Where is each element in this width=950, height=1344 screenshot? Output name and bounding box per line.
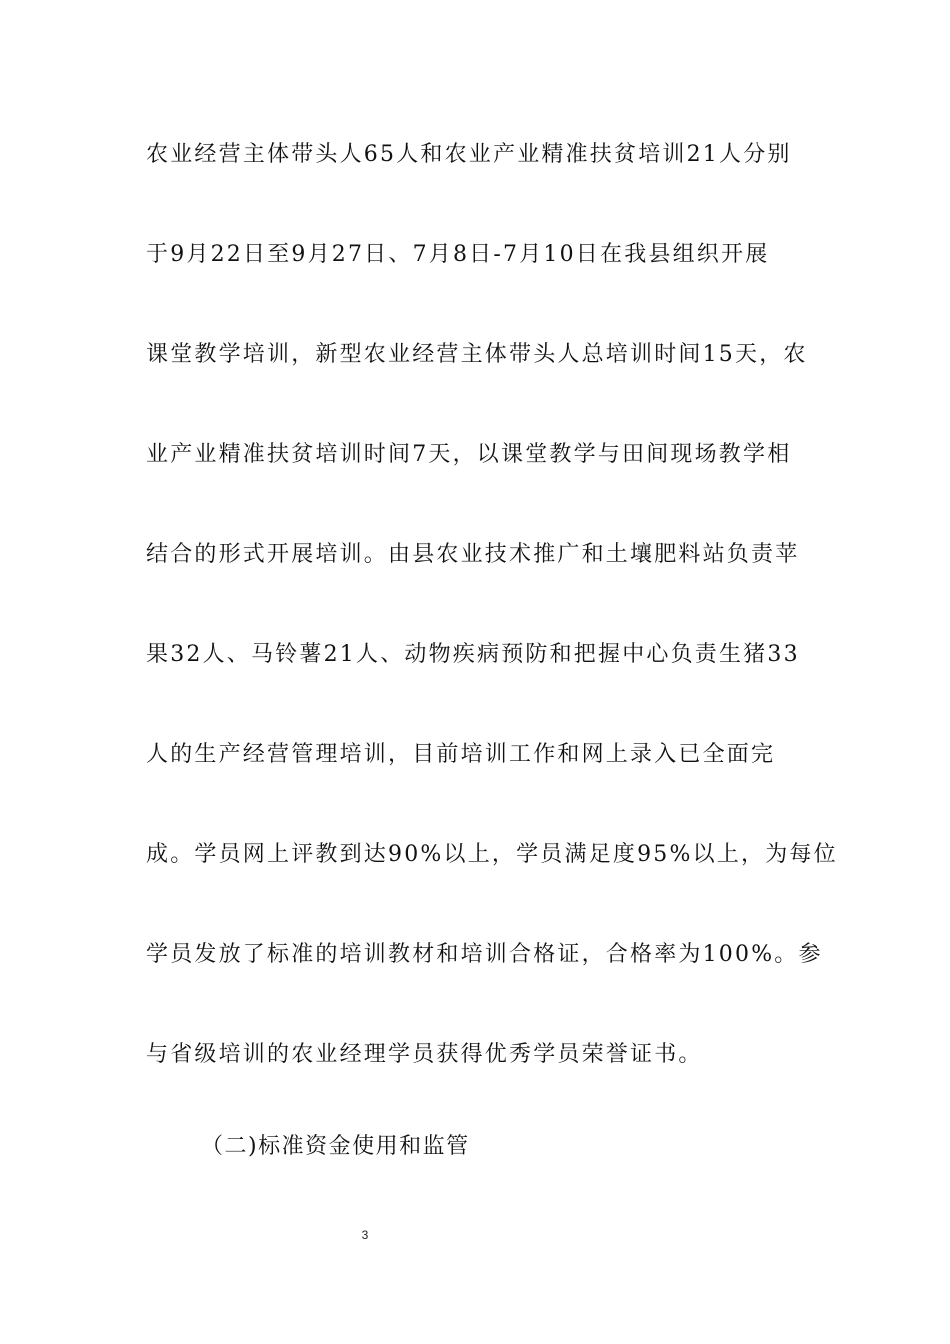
paragraph-line: 果32人、马铃薯21人、动物疾病预防和把握中心负责生猪33	[146, 642, 800, 667]
paragraph-line: 学员发放了标准的培训教材和培训合格证，合格率为100%。参	[146, 942, 823, 967]
paragraph-line: 与省级培训的农业经理学员获得优秀学员荣誉证书。	[146, 1042, 703, 1067]
body-paragraph	[146, 130, 838, 1130]
paragraph-line: 业产业精准扶贫培训时间7天，以课堂教学与田间现场教学相	[146, 442, 792, 467]
page-number: 3	[361, 1228, 369, 1242]
paragraph-line: 结合的形式开展培训。由县农业技术推广和土壤肥料站负责苹	[146, 542, 800, 567]
paragraph-line: 农业经营主体带头人65人和农业产业精准扶贫培训21人分别	[146, 142, 792, 167]
paragraph-line: 课堂教学培训，新型农业经营主体带头人总培训时间15天，农	[146, 342, 808, 367]
paragraph-line: 人的生产经营管理培训，目前培训工作和网上录入已全面完	[146, 742, 776, 767]
paragraph-line: 成。学员网上评教到达90%以上，学员满足度95%以上，为每位	[146, 842, 838, 867]
paragraph-line: 于9月22日至9月27日、7月8日-7月10日在我县组织开展	[146, 242, 770, 267]
section-heading: （二)标准资金使用和监管	[201, 1134, 470, 1159]
